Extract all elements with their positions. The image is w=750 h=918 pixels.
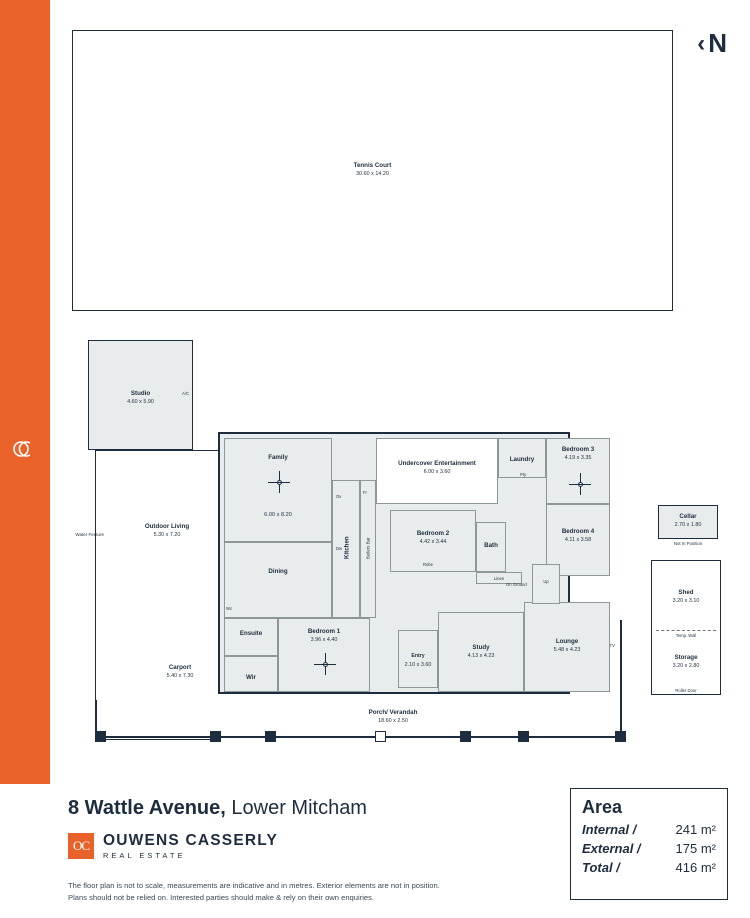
roller-door-label: Roller Door: [675, 688, 697, 693]
bedroom1-dims: 3.96 x 4.40: [310, 637, 338, 644]
cellar-note: Not In Position: [673, 541, 703, 546]
shed-label: [651, 588, 721, 606]
fence-post: [460, 731, 471, 742]
fence-wall-right: [620, 620, 622, 740]
bath-name: Bath: [484, 542, 498, 549]
ceiling-fan-icon: [569, 473, 591, 495]
address-suburb: Lower Mitcham: [231, 797, 367, 819]
tennis-court-dims: 30.60 x 14.20: [356, 171, 389, 178]
property-address: [68, 797, 367, 820]
carport-label: [150, 663, 210, 681]
bedroom2-name: Bedroom 2: [416, 530, 450, 537]
studio-label: [89, 389, 192, 407]
footer: [0, 784, 750, 918]
carport-dims: 5.40 x 7.30: [166, 673, 194, 680]
room-undercover-entertainment: [376, 438, 498, 504]
fence-post: [265, 731, 276, 742]
cellar-name: Cellar: [679, 513, 697, 520]
undercover-name: Undercover Entertainment: [398, 460, 476, 467]
area-row-total: [582, 860, 716, 875]
lounge-dims: 5.48 x 4.23: [553, 647, 581, 654]
entry-name: Entry: [411, 653, 425, 659]
water-feature-label: Water Feature: [75, 532, 104, 537]
room-family: [224, 438, 332, 542]
stair-up-label: Up: [543, 579, 549, 584]
fence-gate: [375, 731, 386, 742]
study-name: Study: [472, 644, 490, 651]
area-title: Area: [582, 797, 623, 817]
area-total-value: 416 m²: [675, 860, 716, 875]
carport-name: Carport: [168, 664, 192, 671]
accent-sidebar: [0, 0, 50, 784]
north-arrow-icon: ‹: [697, 29, 707, 57]
family-name: Family: [268, 454, 288, 461]
ceiling-fan-icon: [268, 471, 290, 493]
undercover-dims: 6.00 x 3.60: [423, 469, 451, 476]
north-indicator: [697, 28, 728, 59]
dishwasher-label: Dw: [336, 546, 343, 551]
room-dining: [224, 542, 332, 618]
studio-ac-note: A/C: [182, 391, 189, 396]
outdoor-living-label: [122, 522, 212, 540]
room-bedroom-3: [546, 438, 610, 504]
address-street: 8 Wattle Avenue,: [68, 797, 226, 819]
oven-label: Ov: [336, 494, 342, 499]
porch-name: Porch/ Verandah: [368, 709, 418, 716]
porch-label: [338, 708, 448, 726]
pantry-label: Pty: [520, 472, 527, 477]
fence-post: [210, 731, 221, 742]
disclaimer-line-1: The floor plan is not to scale, measurements are indicative and in metres. Exterior elements are not in position.: [68, 881, 440, 890]
ceiling-fan-icon: [314, 653, 336, 675]
disclaimer-line-2: Plans should not be relied on. Interested parties should make & rely on their own enquiries.: [68, 892, 375, 902]
room-bedroom-1: [278, 618, 370, 692]
agency-tagline: REAL ESTATE: [103, 851, 186, 860]
tennis-court-name: Tennis Court: [353, 162, 392, 169]
kitchen-name: Kitchen: [343, 536, 351, 560]
shed-dims: 3.20 x 3.10: [672, 598, 700, 605]
tennis-court-area: [72, 30, 673, 311]
family-dims: 6.00 x 8.20: [264, 512, 292, 518]
shed-storage-outline: [651, 560, 721, 695]
bedroom3-dims: 4.19 x 3.35: [564, 455, 592, 462]
north-label: N: [708, 28, 728, 58]
room-entry: [398, 630, 438, 688]
wir-name: Wir: [246, 674, 256, 681]
temp-wall-label: Temp. Wall: [675, 633, 697, 638]
area-internal-value: 241 m²: [675, 822, 716, 837]
laundry-name: Laundry: [509, 456, 535, 463]
area-row-external: [582, 841, 716, 856]
bedroom1-name: Bedroom 1: [307, 628, 341, 635]
bedroom2-dims: 4.42 x 3.44: [419, 539, 447, 546]
main-house-outline: [218, 432, 615, 694]
fence-post: [518, 731, 529, 742]
front-fence-line: [95, 736, 623, 738]
studio-dims: 4.60 x 5.90: [127, 399, 154, 406]
linen-label: Linen: [493, 576, 505, 581]
bedroom2-robe-label: Robe: [423, 562, 434, 567]
staircase: [532, 564, 560, 604]
area-external-value: 175 m²: [675, 841, 716, 856]
area-row-internal: [582, 822, 716, 837]
storage-label: [651, 653, 721, 671]
entry-dims: 2.10 x 3.60: [404, 661, 432, 668]
room-wir: [224, 656, 278, 692]
room-lounge: [524, 602, 615, 692]
room-bath: [476, 522, 506, 572]
disclaimer: [68, 880, 538, 904]
butlers-name: Butlers Bar: [365, 537, 371, 560]
floor-plan: [50, 0, 750, 784]
outdoor-living-area: [95, 450, 220, 740]
on-ground-note: On Ground: [506, 582, 527, 587]
area-total-label: Total /: [582, 860, 620, 875]
oc-logo-icon: OC: [68, 833, 94, 859]
ensuite-name: Ensuite: [239, 630, 263, 637]
temp-wall-divider: [656, 630, 716, 631]
bedroom3-name: Bedroom 3: [561, 446, 595, 453]
bedroom4-dims: 4.11 x 3.58: [564, 537, 592, 544]
bedroom4-name: Bedroom 4: [561, 528, 595, 535]
oc-monogram-icon: [10, 440, 40, 480]
tv-label: TV: [609, 643, 615, 648]
fence-post: [95, 731, 106, 742]
wc-label: Wc: [226, 606, 233, 611]
outdoor-living-dims: 5.30 x 7.20: [153, 532, 181, 539]
porch-dims: 18.60 x 2.50: [378, 718, 408, 725]
storage-dims: 3.20 x 2.80: [672, 663, 700, 670]
studio-name: Studio: [130, 390, 151, 397]
area-external-label: External /: [582, 841, 641, 856]
agency-name: OUWENS CASSERLY: [103, 832, 279, 849]
room-bedroom-2: [390, 510, 476, 572]
tennis-court-label: [73, 161, 672, 179]
room-butlers-bar: [360, 480, 376, 618]
shed-name: Shed: [678, 589, 694, 596]
storage-name: Storage: [674, 654, 698, 661]
area-summary-box: [570, 788, 728, 900]
room-ensuite: [224, 618, 278, 656]
room-study: [438, 612, 524, 692]
area-internal-label: Internal /: [582, 822, 637, 837]
study-dims: 4.13 x 4.23: [467, 653, 495, 660]
fridge-label: Fr: [363, 490, 367, 495]
agency-logo: [68, 832, 278, 860]
dining-name: Dining: [268, 568, 288, 575]
studio-room: [88, 340, 193, 450]
outdoor-living-name: Outdoor Living: [144, 523, 190, 530]
cellar-room: [658, 505, 718, 539]
cellar-dims: 2.70 x 1.80: [674, 522, 702, 529]
fence-post: [615, 731, 626, 742]
lounge-name: Lounge: [555, 638, 579, 645]
